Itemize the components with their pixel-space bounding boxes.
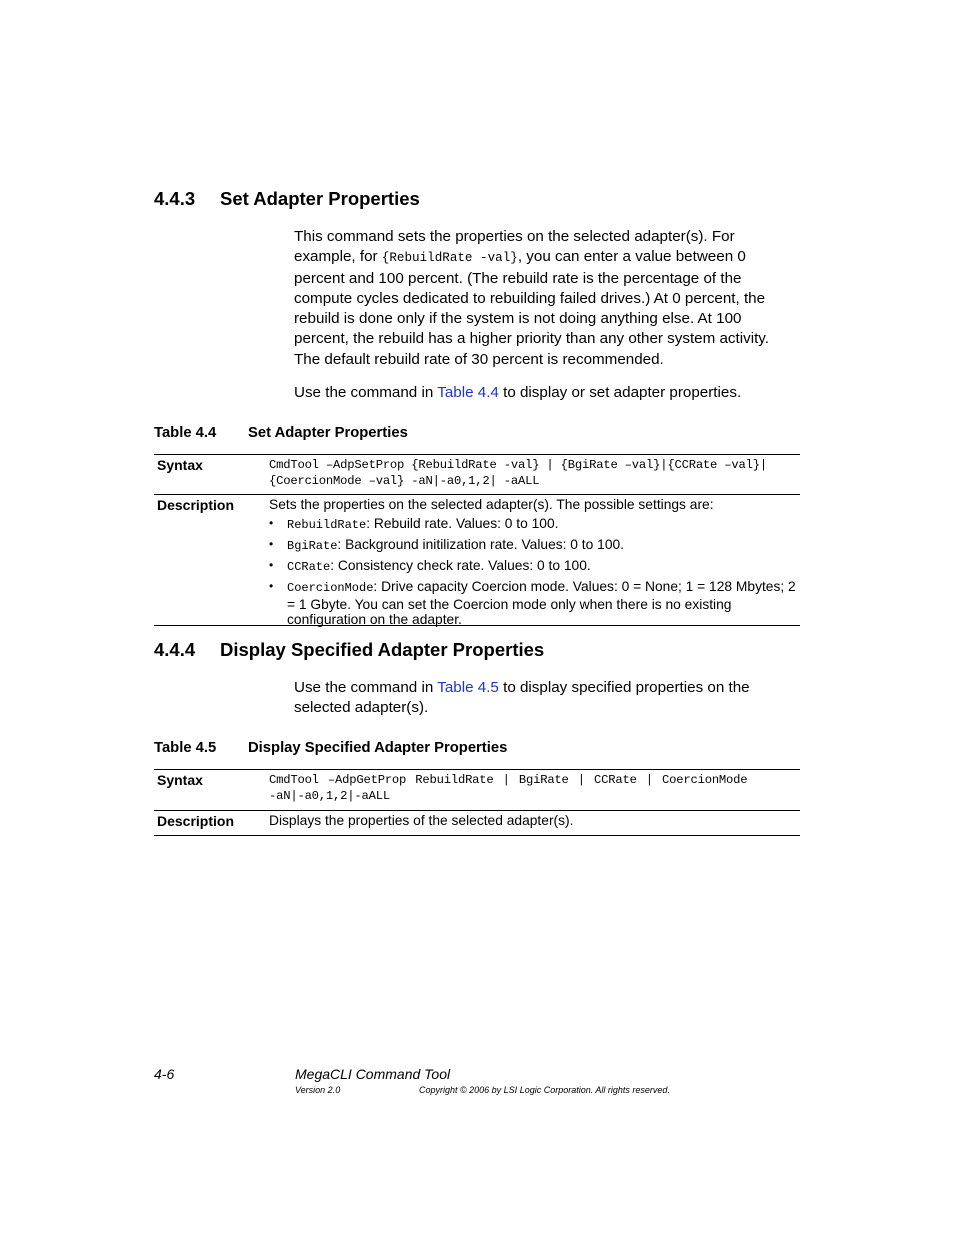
section-title: Set Adapter Properties	[220, 188, 420, 209]
table-caption-4-4	[154, 425, 554, 445]
section-heading-4-4-4	[154, 639, 754, 663]
section-number: 4.4.3	[154, 188, 196, 209]
table-caption-4-5	[154, 740, 604, 760]
table-4-5	[154, 769, 800, 839]
table-rule-top	[154, 454, 800, 455]
page-number: 4-6	[154, 1066, 175, 1082]
section-heading-4-4-3	[154, 188, 654, 212]
inline-code: {RebuildRate -val}	[381, 251, 518, 266]
list-item: • BgiRate: Background initilization rate. Values: 0 to 100.	[269, 537, 799, 555]
list-item: • CoercionMode: Drive capacity Coercion mode. Values: 0 = None; 1 = 128 Mbytes; 2 = 1 Gbyte. You can set the Coercion mode only when there is no existing configuration on the adapter.	[269, 579, 799, 628]
list-item: • CCRate: Consistency check rate. Values: 0 to 100.	[269, 558, 799, 576]
table-rule-top	[154, 769, 800, 770]
description-cell	[269, 497, 799, 631]
body-paragraph: This command sets the properties on the selected adapter(s). For example, for {RebuildRate -val}, you can enter a value between 0 percent and 100 percent. (The rebuild rate is the percentage of the compute cycles dedicated to rebuilding failed drives.) At 0 percent, the rebuild is done only if the system is not doing anything else. At 100 percent, the rebuild has a higher priority than any other system activity. The default rebuild rate of 30 percent is recommended.	[294, 228, 769, 368]
version-label: Version 2.0	[295, 1085, 341, 1095]
table-4-5-link[interactable]: Table 4.5	[437, 679, 499, 696]
table-rule-middle	[154, 810, 800, 811]
section-title: Display Specified Adapter Properties	[220, 639, 545, 660]
row-label-description: Description	[157, 813, 235, 829]
table-caption-text: Display Specified Adapter Properties	[248, 740, 508, 756]
table-4-4	[154, 454, 800, 629]
list-item: • RebuildRate: Rebuild rate. Values: 0 to 100.	[269, 516, 799, 534]
copyright-notice: Copyright © 2006 by LSI Logic Corporation. All rights reserved.	[419, 1085, 670, 1095]
table-rule-bottom	[154, 625, 800, 626]
row-label-syntax: Syntax	[157, 772, 203, 788]
settings-list	[269, 516, 799, 628]
description-intro: Sets the properties on the selected adapter(s). The possible settings are:	[269, 497, 714, 512]
table-caption-label: Table 4.4	[154, 425, 217, 441]
table-caption-label: Table 4.5	[154, 740, 217, 756]
description-text: Displays the properties of the selected adapter(s).	[269, 813, 574, 828]
table-caption-text: Set Adapter Properties	[248, 425, 408, 441]
row-label-syntax: Syntax	[157, 457, 203, 473]
table-rule-middle	[154, 494, 800, 495]
body-paragraph-table-ref: Use the command in Table 4.4 to display or set adapter properties.	[294, 384, 742, 401]
book-title: MegaCLI Command Tool	[295, 1066, 451, 1082]
table-rule-bottom	[154, 835, 800, 836]
syntax-command: CmdTool –AdpGetProp RebuildRate | BgiRate | CCRate | CoercionMode -aN|-a0,1,2|-aALL	[269, 773, 748, 803]
syntax-command: CmdTool –AdpSetProp {RebuildRate -val} | {BgiRate –val}|{CCRate –val}| {CoercionMode –val} -aN|-a0,1,2| -aALL	[269, 458, 767, 488]
table-4-4-link[interactable]: Table 4.4	[437, 384, 499, 401]
section-number: 4.4.4	[154, 639, 196, 660]
row-label-description: Description	[157, 497, 235, 513]
body-paragraph-table-ref: Use the command in Table 4.5 to display specified properties on the selected adapter(s).	[294, 679, 750, 717]
